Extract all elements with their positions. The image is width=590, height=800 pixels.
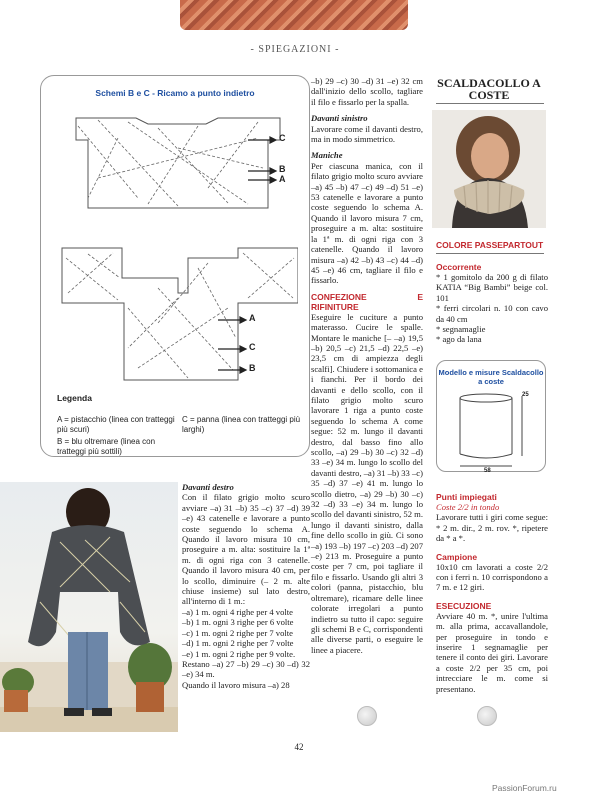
decrease-item-c: –c) 1 m. ogni 2 righe per 7 volte — [182, 627, 293, 638]
campione-title: Campione — [436, 551, 478, 562]
legend-item-a: A = pistacchio (linea con tratteggi più scuri) — [57, 415, 175, 434]
col1-text — [182, 482, 310, 690]
scaldacollo-title: SCALDACOLLO A COSTE — [437, 76, 541, 102]
page-number: 42 — [294, 742, 304, 752]
occorrente-title: Occorrente — [436, 262, 482, 272]
occorrente-item-2: * ferri circolari n. 10 con cavo da 40 cm — [436, 303, 548, 324]
label-b-bottom: B — [249, 363, 256, 373]
punti-body: Lavorare tutti i giri come segue: * 2 m. dir., 2 m. rov. *, ripetere da * a *. — [436, 512, 548, 544]
occorrente-item-1: * 1 gomitolo da 200 g di filato KATIA “Big Bambi” beige col. 101 — [436, 272, 548, 303]
legend-title: Legenda — [57, 393, 92, 403]
dim-height-label: 25 — [522, 392, 529, 398]
quando-text: Quando il lavoro misura –a) 28 — [182, 679, 290, 690]
scarf-photo — [432, 110, 546, 228]
yarn-ball-icon — [357, 706, 377, 726]
occorrente-block — [436, 262, 548, 345]
label-a-bottom: A — [249, 313, 256, 323]
title-rule — [436, 103, 544, 104]
label-c-top: C — [279, 133, 286, 143]
watermark: PassionForum.ru — [492, 783, 557, 793]
schema-title: Schemi B e C - Ricamo a punto indietro — [95, 88, 255, 98]
cardigan-photo — [0, 482, 178, 732]
confezione-title: CONFEZIONE E RIFINITURE — [311, 291, 423, 312]
label-c-bottom: C — [249, 342, 256, 352]
davanti-destro-title: Davanti destro — [182, 482, 234, 492]
occorrente-item-3: * segnamaglie — [436, 324, 486, 335]
decrease-item-a: –a) 1 m. ogni 4 righe per 4 volte — [182, 606, 293, 617]
spalla-text: –b) 29 –c) 30 –d) 31 –e) 32 cm dall'inizio dello scollo, tagliare il filo e fissarlo per la spalla. — [311, 76, 423, 107]
yarn-ball-icon — [477, 706, 497, 726]
decrease-item-d: –d) 1 m. ogni 2 righe per 7 volte — [182, 638, 294, 649]
dim-width-label: 58 — [484, 468, 491, 474]
campione-body: 10x10 cm lavorati a coste 2/2 con i ferri n. 10 corrispondono a 7 m. e 12 giri. — [436, 561, 548, 593]
confezione-body: Eseguire le cuciture a punto materasso. Cucire le spalle. Montare le maniche [– –a) 19,5 –b) 20,5 –c) 21,5 –d) 22,5 –e) 23,5 cm di ampiezza degli scalfi]. Chiudere i sottomanica e i fianchi. Per il bordo dei davanti e dello scollo, con il filato grigio molto scuro lavorare 1 riga a punto coste seguendo lo schema A come segue: 52 m. lungo il davanti destro, dal basso fino allo scollo, –a) 29 –b) 30 –c) 32 –d) 33 –e) 34 m. lungo lo scollo del davanti destro, –a) 31 –b) 33 –c) 35 –d) 37 –e) 41 m. lungo lo scollo dietro, –a) 29 –b) 30 –c) 32 –d) 33 –e) 34 m. lungo lo scollo del davanti sinistro, 52 m. lungo il davanti sinistro, dalla fine dello scollo in giù. Ci sono –a) 193 –b) 197 –c) 203 –d) 207 –e) 213 m. Proseguire a punto coste per 7 cm, poi tagliare il filo e fissarlo. Usando gli altri 3 colori (panna, pistacchio, blu oltremare), ricamare delle linee colorate irregolari a punto indietro su tutto il capo: seguire gli schemi B e C, corrispondenti alle diverse parti, o eseguire le linee a piacere. — [311, 311, 423, 655]
legend-item-c: C = panna (linea con tratteggi più larghi) — [182, 415, 301, 434]
yarn-texture-banner — [180, 0, 408, 30]
decrease-item-b: –b) 1 m. ogni 3 righe per 6 volte — [182, 617, 294, 628]
cardigan-illustration — [0, 482, 178, 732]
label-b-top: B — [279, 164, 286, 174]
scarf-illustration — [432, 110, 546, 228]
color-label: COLORE PASSEPARTOUT — [436, 240, 544, 250]
davanti-sinistro-title: Davanti sinistro — [311, 113, 368, 124]
model-title: Modello e misure Scaldacollo a coste — [438, 368, 544, 386]
color-rule — [436, 253, 544, 254]
section-header: - SPIEGAZIONI - — [250, 44, 340, 55]
cowl-diagram — [452, 392, 532, 470]
occorrente-item-4: * ago da lana — [436, 334, 482, 345]
schema-diagrams — [58, 108, 298, 388]
legend-item-b: B = blu oltremare (linea con tratteggi più sottili) — [57, 437, 156, 456]
davanti-destro-body: Con il filato grigio molto scuro avviare –a) 31 –b) 35 –c) 37 –d) 39 –e) 43 catenelle e lavorare a punto coste seguendo lo schema A. Quando il lavoro misura 10 cm, proseguire a m. alta: sostituire la 1ª m. di ogni riga con 3 catenelle. Quando il lavoro misura 40 cm, per lo scollo, diminuire (– 2 m. alte chiuse insieme) sul lato destro, all'interno di 1 m.: — [182, 492, 310, 607]
maniche-title: Maniche — [311, 150, 343, 161]
punti-block — [436, 492, 548, 694]
label-a-top: A — [279, 174, 286, 184]
restano-text: Restano –a) 27 –b) 29 –c) 30 –d) 32 –e) 34 m. — [182, 658, 310, 680]
decrease-item-e: –e) 1 m. ogni 2 righe per 9 volte. — [182, 648, 296, 659]
col2-text — [311, 76, 423, 655]
punti-title: Punti impiegati — [436, 492, 497, 502]
esecuzione-body: Avviare 40 m. *, unire l'ultima m. alla prima, accavallandole, per proseguire in tondo e inserire 1 segnamaglie per tenere il conto dei giri. Lavorare a coste 2/2 per 35 cm, poi intrecciare le m. come si presentano. — [436, 610, 548, 694]
maniche-body: Per ciascuna manica, con il filato grigio molto scuro avviare –a) 45 –b) 47 –c) 49 –d) 51 –e) 53 catenelle e lavorare a punto coste seguendo lo schema A. Quando il lavoro misura 7 cm, proseguire a m. alta: sostituire la 1ª m. di ogni riga con 3 catenelle. Quando il lavoro misura –a) 42 –b) 43 –c) 44 –d) 45 –e) 46 cm, tagliare il filo e fissarlo. — [311, 160, 423, 286]
davanti-sinistro-body: Lavorare come il davanti destro, ma in modo simmetrico. — [311, 123, 423, 145]
esecuzione-title: ESECUZIONE — [436, 600, 492, 611]
punti-subtitle: Coste 2/2 in tondo — [436, 502, 500, 512]
